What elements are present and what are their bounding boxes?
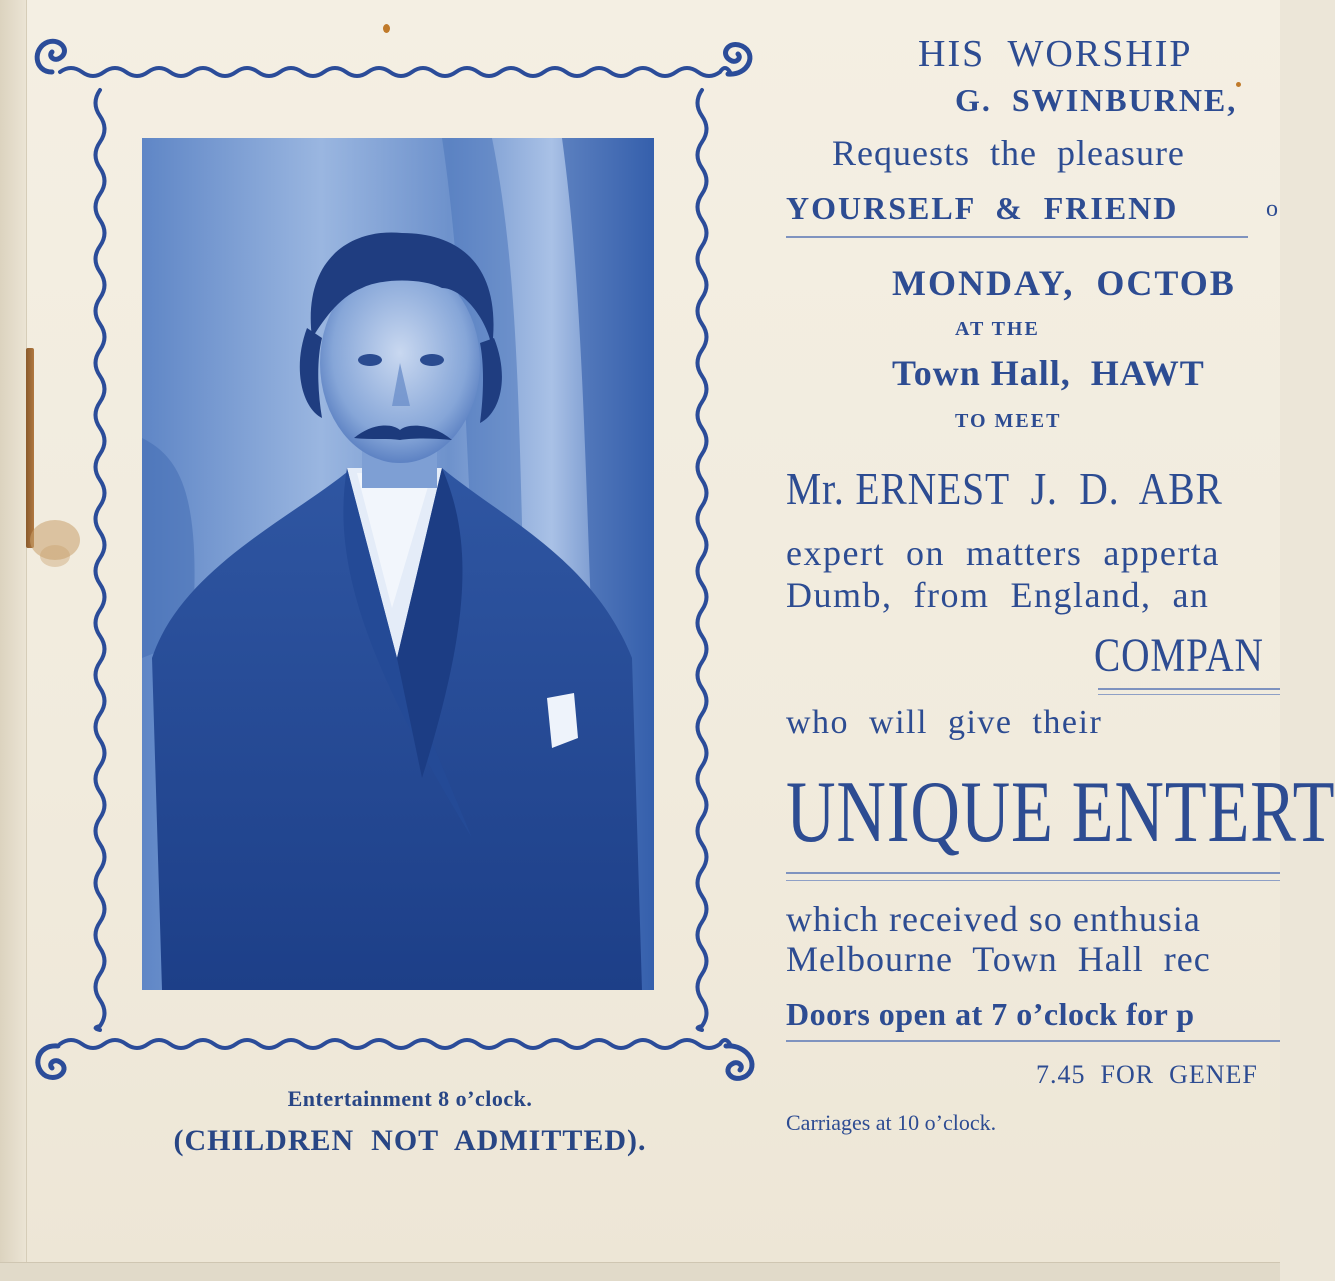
- swinburne-line: G. SWINBURNE,: [955, 82, 1238, 118]
- dumb-line: Dumb, from England, an: [786, 575, 1210, 615]
- carriages-line: Carriages at 10 o’clock.: [786, 1110, 997, 1135]
- corner-scroll-bottom-right: [726, 1046, 752, 1079]
- expert-line: expert on matters apperta: [786, 533, 1220, 573]
- entertainment-time-caption: Entertainment 8 o’clock.: [287, 1086, 533, 1111]
- at-the-line: AT THE: [955, 318, 1040, 340]
- who-will-give-line: who will give their: [786, 704, 1103, 741]
- monday-october-line: MONDAY, OCTOB: [892, 263, 1236, 303]
- company-line: COMPAN: [1094, 629, 1264, 682]
- ernest-line: Mr. ERNEST J. D. ABR: [786, 463, 1223, 514]
- divider-rule: [1098, 688, 1280, 690]
- divider-rule: [1098, 694, 1280, 695]
- unique-entertainment-line: UNIQUE ENTERT: [786, 764, 1335, 861]
- doors-open-line: Doors open at 7 o’clock for p: [786, 996, 1195, 1032]
- yourself-friend-line: YOURSELF & FRIEND: [786, 190, 1179, 226]
- portrait-photo: [142, 138, 654, 990]
- divider-rule: [786, 872, 1280, 874]
- his-worship-line: HIS WORSHIP: [918, 33, 1193, 75]
- melbourne-line: Melbourne Town Hall rec: [786, 939, 1211, 979]
- divider-rule: [786, 1040, 1280, 1042]
- requests-line: Requests the pleasure: [832, 133, 1185, 173]
- children-not-admitted-caption: (CHILDREN NOT ADMITTED).: [173, 1124, 647, 1157]
- general-admission-line: 7.45 FOR GENEF: [1036, 1060, 1258, 1089]
- corner-scroll-bottom-left: [38, 1046, 64, 1078]
- received-line: which received so enthusia: [786, 899, 1201, 939]
- divider-rule: [786, 880, 1280, 881]
- town-hall-line: Town Hall, HAWT: [892, 353, 1205, 393]
- corner-scroll-top-left: [37, 41, 64, 72]
- page-bottom-edge: [0, 1262, 1280, 1281]
- divider-rule: [786, 236, 1248, 238]
- to-meet-line: TO MEET: [955, 410, 1062, 432]
- yourself-friend-tail: o: [1266, 196, 1278, 222]
